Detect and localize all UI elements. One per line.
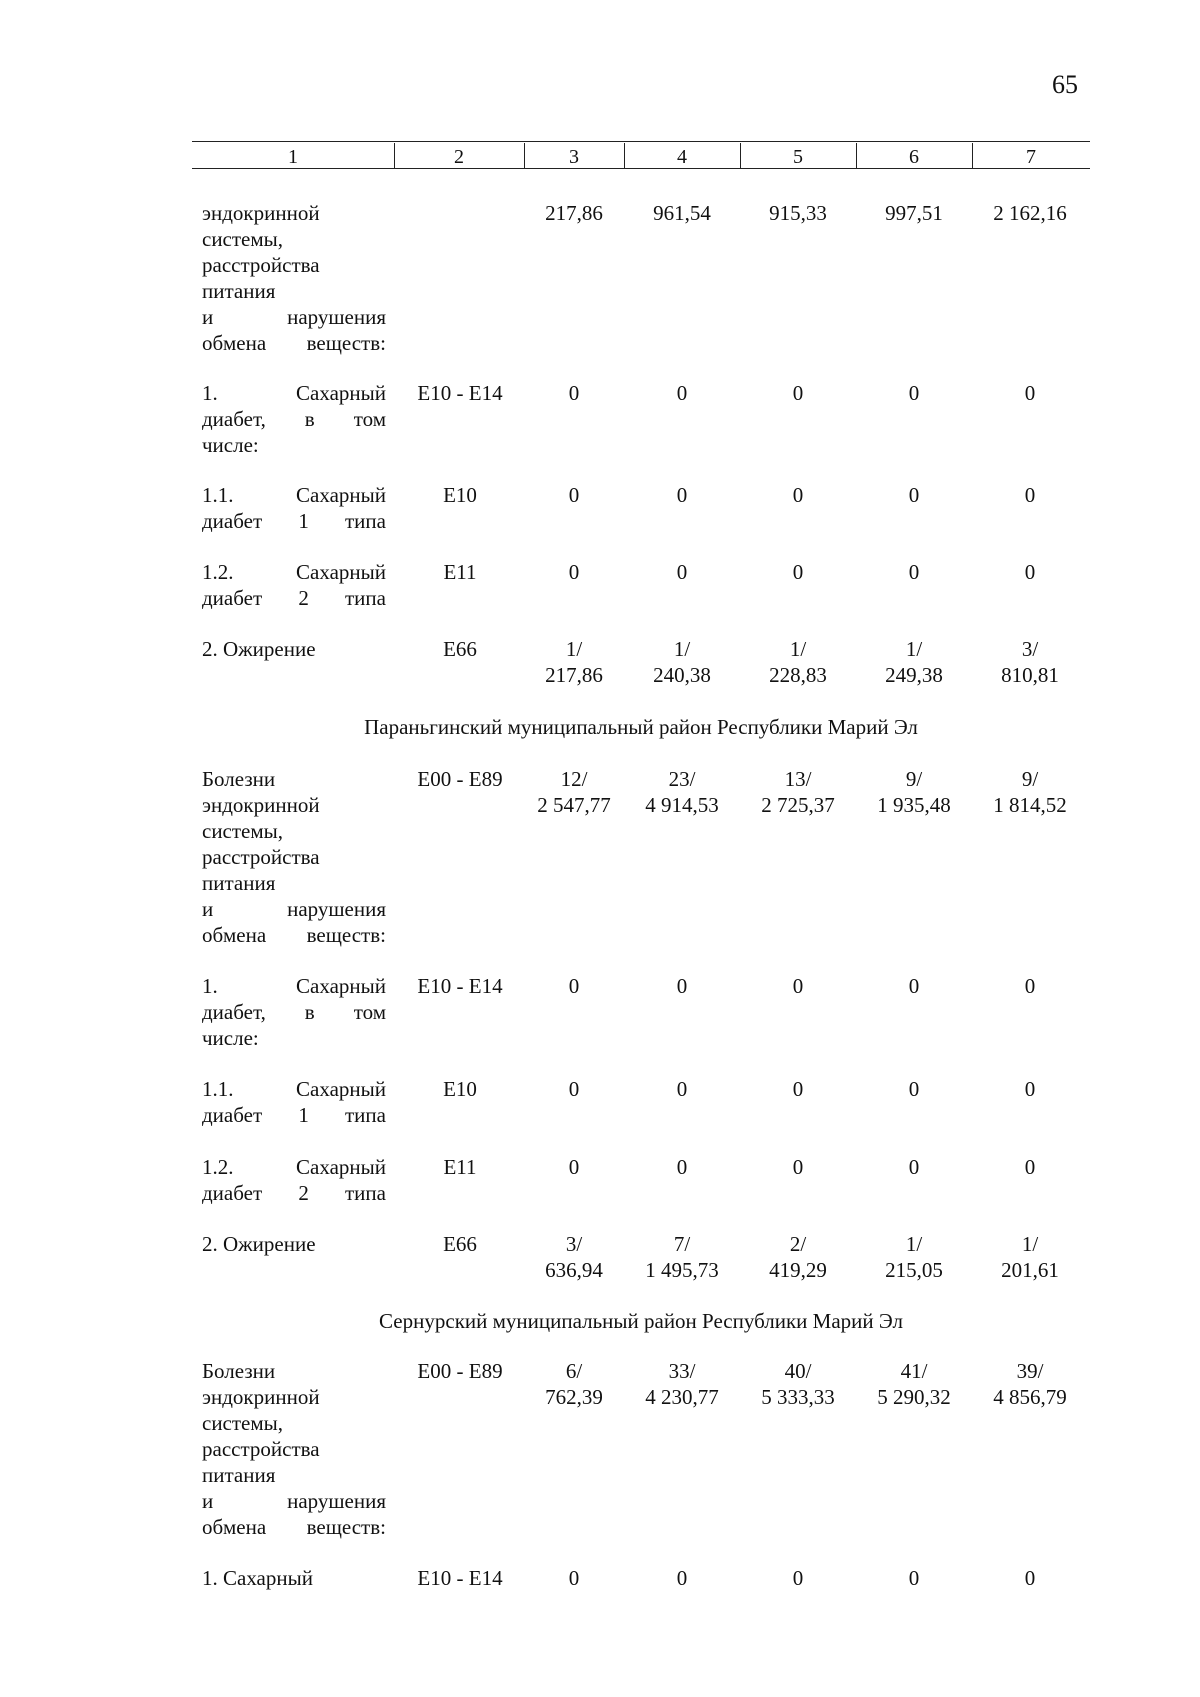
row-label-line: [202, 585, 386, 611]
value-line: 0: [908, 560, 920, 584]
value-line: 228,83: [769, 663, 827, 687]
row-label: [202, 1231, 386, 1257]
value-cell: [624, 1076, 740, 1102]
row-code: E10 - E14: [417, 1566, 503, 1590]
value-cell: [856, 380, 972, 406]
row-label: [202, 1076, 386, 1128]
row-label-line: питания: [202, 1463, 276, 1487]
value-line: 9/: [905, 767, 923, 791]
value-line: 1/: [1021, 1232, 1039, 1256]
value-cell: [524, 1231, 624, 1283]
value-cell: [624, 200, 740, 226]
row-label-line: [202, 1102, 386, 1128]
row-label-line: расстройства: [202, 1437, 320, 1461]
value-line: 0: [676, 1155, 688, 1179]
value-cell: [624, 1154, 740, 1180]
value-cell: [524, 559, 624, 585]
value-line: 0: [792, 974, 804, 998]
row-label-line: [202, 380, 386, 406]
row-code: E11: [443, 560, 477, 584]
value-line: 0: [908, 1077, 920, 1101]
value-line: 2 162,16: [993, 201, 1067, 225]
value-line: 1/: [789, 637, 807, 661]
header-col-2: 2: [454, 146, 464, 168]
row-label-line: питания: [202, 871, 276, 895]
value-cell: [856, 766, 972, 818]
value-line: 217,86: [545, 663, 603, 687]
header-col-6: 6: [909, 146, 919, 168]
value-line: 0: [908, 381, 920, 405]
row-code: E00 - E89: [417, 767, 503, 791]
value-line: 762,39: [545, 1385, 603, 1409]
value-cell: [624, 559, 740, 585]
value-line: 0: [568, 483, 580, 507]
value-cell: [972, 973, 1088, 999]
value-cell: [856, 1154, 972, 1180]
row-label-word: Сахарный: [296, 1077, 386, 1101]
value-cell: [524, 380, 624, 406]
row-label-line: [202, 1154, 386, 1180]
value-cell: [624, 1565, 740, 1591]
row-label-word: 1.1.: [202, 1077, 234, 1101]
value-line: 0: [1024, 1077, 1036, 1101]
value-line: 961,54: [653, 201, 711, 225]
row-label-line: питания: [202, 279, 276, 303]
row-label-line: системы,: [202, 227, 284, 251]
value-line: 1 814,52: [993, 793, 1067, 817]
value-cell: [740, 1231, 856, 1283]
value-line: 39/: [1016, 1359, 1044, 1383]
value-line: 12/: [560, 767, 588, 791]
value-line: 201,61: [1001, 1258, 1059, 1282]
row-label: [202, 973, 386, 1051]
value-line: 636,94: [545, 1258, 603, 1282]
row-label-line: [202, 896, 386, 922]
value-line: 1/: [905, 637, 923, 661]
value-line: 217,86: [545, 201, 603, 225]
value-cell: [740, 1154, 856, 1180]
row-label-word: диабет: [202, 1181, 263, 1205]
section-title: Параньгинский муниципальный район Республики Марий Эл: [364, 715, 918, 739]
value-line: 915,33: [769, 201, 827, 225]
row-label-word: Сахарный: [296, 381, 386, 405]
value-line: 215,05: [885, 1258, 943, 1282]
row-label-word: обмена: [202, 331, 267, 355]
row-label-line: [202, 973, 386, 999]
value-cell: [972, 559, 1088, 585]
row-label-line: [202, 1076, 386, 1102]
value-line: 4 856,79: [993, 1385, 1067, 1409]
row-label-line: [202, 482, 386, 508]
value-cell: [524, 1565, 624, 1591]
row-label-word: нарушения: [287, 305, 386, 329]
value-line: 0: [676, 483, 688, 507]
row-code: E66: [443, 1232, 477, 1256]
value-cell: [856, 636, 972, 688]
value-line: 4 914,53: [645, 793, 719, 817]
value-cell: [524, 1154, 624, 1180]
value-cell: [972, 200, 1088, 226]
value-line: 1/: [673, 637, 691, 661]
row-label-word: нарушения: [287, 897, 386, 921]
value-line: 0: [676, 1566, 688, 1590]
value-cell: [856, 1565, 972, 1591]
row-label: [202, 1154, 386, 1206]
row-label-word: 1.: [202, 381, 218, 405]
value-cell: [740, 636, 856, 688]
value-line: 0: [568, 560, 580, 584]
value-line: 0: [792, 1077, 804, 1101]
value-line: 7/: [673, 1232, 691, 1256]
value-cell: [856, 973, 972, 999]
value-cell: [856, 482, 972, 508]
value-cell: [624, 973, 740, 999]
value-cell: [740, 1076, 856, 1102]
value-line: 2 547,77: [537, 793, 611, 817]
table-header-rule: [192, 168, 1090, 169]
row-label-line: эндокринной: [202, 201, 320, 225]
value-cell: [624, 482, 740, 508]
value-line: 0: [1024, 381, 1036, 405]
row-label-line: [202, 1514, 386, 1540]
value-line: 41/: [900, 1359, 928, 1383]
row-label-word: типа: [345, 1103, 386, 1127]
row-label-line: 1. Сахарный: [202, 1566, 313, 1590]
value-line: 0: [676, 974, 688, 998]
row-label-line: системы,: [202, 1411, 284, 1435]
row-label-line: числе:: [202, 1026, 259, 1050]
value-cell: [856, 1076, 972, 1102]
page-number: 65: [1052, 70, 1078, 99]
value-cell: [524, 973, 624, 999]
row-label-line: [202, 406, 386, 432]
header-col-4: 4: [677, 146, 687, 168]
value-line: 0: [676, 1077, 688, 1101]
row-label-word: типа: [345, 1181, 386, 1205]
row-label: [202, 380, 386, 458]
value-line: 0: [908, 483, 920, 507]
value-cell: [856, 200, 972, 226]
row-label-word: обмена: [202, 923, 267, 947]
row-label-line: эндокринной: [202, 793, 320, 817]
value-line: 0: [792, 381, 804, 405]
row-label-line: 2. Ожирение: [202, 637, 316, 661]
row-code: E10 - E14: [417, 381, 503, 405]
row-label-word: веществ:: [306, 923, 386, 947]
row-label-line: [202, 559, 386, 585]
value-line: 3/: [565, 1232, 583, 1256]
row-code: E00 - E89: [417, 1359, 503, 1383]
value-cell: [972, 1076, 1088, 1102]
header-col-1: 1: [288, 146, 298, 168]
value-line: 240,38: [653, 663, 711, 687]
value-line: 0: [792, 483, 804, 507]
value-line: 33/: [668, 1359, 696, 1383]
value-line: 5 333,33: [761, 1385, 835, 1409]
value-line: 810,81: [1001, 663, 1059, 687]
value-line: 3/: [1021, 637, 1039, 661]
value-cell: [624, 1358, 740, 1410]
value-line: 0: [908, 1155, 920, 1179]
row-label-line: расстройства: [202, 253, 320, 277]
header-col-5: 5: [793, 146, 803, 168]
value-cell: [740, 380, 856, 406]
row-code: E11: [443, 1155, 477, 1179]
row-label-word: 1: [298, 509, 309, 533]
row-label-line: [202, 999, 386, 1025]
value-line: 0: [676, 560, 688, 584]
value-cell: [740, 559, 856, 585]
value-line: 40/: [784, 1359, 812, 1383]
row-label-line: [202, 304, 386, 330]
row-label-word: веществ:: [306, 1515, 386, 1539]
value-line: 13/: [784, 767, 812, 791]
value-line: 0: [1024, 560, 1036, 584]
row-label-word: веществ:: [306, 331, 386, 355]
value-line: 1 495,73: [645, 1258, 719, 1282]
row-label-word: 2: [298, 586, 309, 610]
row-label-word: 2: [298, 1181, 309, 1205]
value-cell: [524, 636, 624, 688]
row-label-line: эндокринной: [202, 1385, 320, 1409]
section-title: Сернурский муниципальный район Республики Марий Эл: [379, 1309, 903, 1333]
row-label: [202, 200, 386, 356]
value-line: 249,38: [885, 663, 943, 687]
value-line: 0: [908, 974, 920, 998]
value-cell: [972, 1565, 1088, 1591]
value-cell: [524, 482, 624, 508]
row-label-word: том: [353, 407, 386, 431]
value-line: 0: [908, 1566, 920, 1590]
row-label: [202, 482, 386, 534]
value-cell: [972, 636, 1088, 688]
row-label-word: обмена: [202, 1515, 267, 1539]
row-label: [202, 766, 386, 948]
value-line: 5 290,32: [877, 1385, 951, 1409]
value-cell: [740, 200, 856, 226]
value-cell: [856, 1358, 972, 1410]
value-line: 997,51: [885, 201, 943, 225]
value-line: 0: [676, 381, 688, 405]
row-label-word: диабет: [202, 1103, 263, 1127]
row-label-line: [202, 330, 386, 356]
row-label-word: 1: [298, 1103, 309, 1127]
value-line: 6/: [565, 1359, 583, 1383]
value-line: 0: [1024, 483, 1036, 507]
row-label-word: Сахарный: [296, 974, 386, 998]
header-col-7: 7: [1026, 146, 1036, 168]
header-col-3: 3: [569, 146, 579, 168]
value-line: 2/: [789, 1232, 807, 1256]
row-label: [202, 1358, 386, 1540]
row-label-word: 1.1.: [202, 483, 234, 507]
value-cell: [740, 482, 856, 508]
row-label-word: и: [202, 305, 214, 329]
value-line: 0: [568, 974, 580, 998]
row-label-line: числе:: [202, 433, 259, 457]
value-line: 0: [792, 1155, 804, 1179]
row-label-word: типа: [345, 509, 386, 533]
row-label-line: [202, 508, 386, 534]
value-cell: [740, 1358, 856, 1410]
table-top-rule: [192, 141, 1090, 142]
value-cell: [972, 380, 1088, 406]
row-label-word: в: [304, 407, 315, 431]
row-label-line: расстройства: [202, 845, 320, 869]
value-line: 0: [1024, 1155, 1036, 1179]
value-line: 0: [1024, 974, 1036, 998]
value-cell: [856, 1231, 972, 1283]
value-cell: [740, 973, 856, 999]
value-line: 4 230,77: [645, 1385, 719, 1409]
value-cell: [856, 559, 972, 585]
value-cell: [624, 636, 740, 688]
row-label-word: и: [202, 897, 214, 921]
row-code: E10: [443, 483, 477, 507]
row-code: E10 - E14: [417, 974, 503, 998]
row-label-word: Сахарный: [296, 1155, 386, 1179]
row-label-word: Сахарный: [296, 483, 386, 507]
value-cell: [524, 1358, 624, 1410]
value-line: 1/: [905, 1232, 923, 1256]
row-label: [202, 559, 386, 611]
value-line: 0: [568, 1077, 580, 1101]
row-label-line: 2. Ожирение: [202, 1232, 316, 1256]
row-label-line: Болезни: [202, 767, 276, 791]
row-label-line: [202, 1180, 386, 1206]
value-cell: [524, 200, 624, 226]
value-line: 2 725,37: [761, 793, 835, 817]
value-cell: [972, 766, 1088, 818]
value-line: 0: [568, 381, 580, 405]
row-label-word: 1.2.: [202, 1155, 234, 1179]
value-cell: [624, 380, 740, 406]
value-cell: [524, 1076, 624, 1102]
value-line: 0: [568, 1155, 580, 1179]
value-cell: [740, 1565, 856, 1591]
row-label-word: Сахарный: [296, 560, 386, 584]
row-label-word: 1.: [202, 974, 218, 998]
value-line: 0: [568, 1566, 580, 1590]
value-line: 0: [792, 560, 804, 584]
value-line: 0: [1024, 1566, 1036, 1590]
value-cell: [624, 1231, 740, 1283]
row-label-word: диабет,: [202, 1000, 266, 1024]
row-label-word: 1.2.: [202, 560, 234, 584]
value-line: 419,29: [769, 1258, 827, 1282]
row-label-word: в: [304, 1000, 315, 1024]
value-line: 1 935,48: [877, 793, 951, 817]
value-cell: [524, 766, 624, 818]
row-label-word: типа: [345, 586, 386, 610]
value-cell: [972, 1154, 1088, 1180]
row-label-word: диабет,: [202, 407, 266, 431]
value-cell: [740, 766, 856, 818]
row-code: E10: [443, 1077, 477, 1101]
row-label-line: [202, 922, 386, 948]
value-cell: [972, 1231, 1088, 1283]
row-label: [202, 636, 386, 662]
row-label: [202, 1565, 386, 1591]
value-cell: [972, 1358, 1088, 1410]
row-label-word: нарушения: [287, 1489, 386, 1513]
row-label-line: системы,: [202, 819, 284, 843]
row-code: E66: [443, 637, 477, 661]
value-line: 23/: [668, 767, 696, 791]
value-line: 1/: [565, 637, 583, 661]
value-cell: [624, 766, 740, 818]
row-label-line: [202, 1488, 386, 1514]
row-label-word: диабет: [202, 509, 263, 533]
value-line: 9/: [1021, 767, 1039, 791]
row-label-line: Болезни: [202, 1359, 276, 1383]
row-label-word: диабет: [202, 586, 263, 610]
row-label-word: и: [202, 1489, 214, 1513]
row-label-word: том: [353, 1000, 386, 1024]
value-cell: [972, 482, 1088, 508]
value-line: 0: [792, 1566, 804, 1590]
